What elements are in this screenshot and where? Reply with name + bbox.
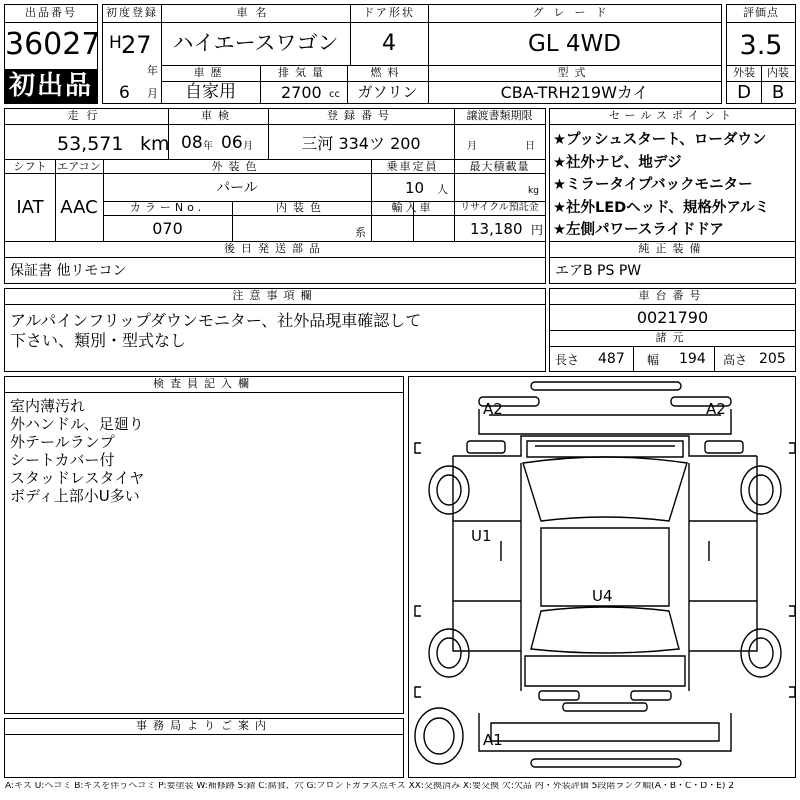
grade-value: GL 4WD bbox=[527, 31, 622, 57]
width-value: 194 bbox=[679, 351, 706, 367]
notes-line: 下さい、類別・型式なし bbox=[10, 331, 187, 350]
inspector-label: 検査員記入欄 bbox=[153, 377, 255, 390]
fuel-value: ガソリン bbox=[357, 83, 418, 101]
damage-diagram-box bbox=[408, 376, 796, 778]
height-label: 高さ bbox=[723, 353, 748, 367]
interior-color-label: 内装色 bbox=[276, 201, 327, 214]
sales-point-item: ★社外ナビ、地デジ bbox=[553, 154, 682, 171]
reg-month: 6 bbox=[119, 83, 130, 103]
inspector-line: ボディ上部小U多い bbox=[10, 487, 140, 505]
grade-label: グレード bbox=[532, 6, 617, 19]
notes-label: 注意事項欄 bbox=[232, 289, 318, 302]
length-value: 487 bbox=[598, 351, 625, 367]
history-value: 自家用 bbox=[185, 82, 236, 102]
inspector-line: シートカバー付 bbox=[10, 451, 115, 469]
inspection-month-unit: 月 bbox=[243, 141, 253, 152]
inspection-year: 08 bbox=[181, 133, 203, 153]
recycle-value: 13,180 bbox=[470, 220, 523, 238]
reg-year: 27 bbox=[121, 31, 152, 59]
equipment-label: 純正装備 bbox=[638, 242, 707, 255]
transfer-label: 譲渡書類期限 bbox=[466, 109, 533, 122]
auction-number-label: 出品番号 bbox=[25, 6, 77, 19]
chassis-label: 車台番号 bbox=[638, 289, 707, 302]
inspection-year-unit: 年 bbox=[203, 141, 213, 152]
mileage-value: 53,571 bbox=[57, 133, 124, 155]
damage-mark: A2 bbox=[706, 400, 726, 418]
sales-points-box bbox=[549, 108, 796, 284]
damage-mark: A2 bbox=[483, 400, 503, 418]
interior-color-unit: 系 bbox=[355, 226, 366, 239]
car-name: ハイエースワゴン bbox=[172, 31, 339, 55]
specs-label: 諸元 bbox=[655, 331, 690, 344]
max-load-unit: kg bbox=[528, 186, 539, 196]
inspector-line: 外テールランプ bbox=[10, 433, 115, 451]
door-label: ドア形状 bbox=[363, 6, 415, 19]
chassis-box bbox=[549, 288, 796, 372]
history-label: 車歴 bbox=[193, 66, 228, 79]
displacement-value: 2700 bbox=[281, 83, 322, 102]
chassis-number: 0021790 bbox=[636, 308, 709, 327]
transfer-month: 月 bbox=[467, 141, 477, 152]
equipment-text: エアB PS PW bbox=[555, 263, 642, 279]
era-letter: H bbox=[109, 33, 122, 53]
car-name-label: 車名 bbox=[236, 6, 275, 19]
damage-mark: U4 bbox=[592, 587, 613, 605]
auction-number-box bbox=[4, 4, 101, 104]
office-label: 事務局よりご案内 bbox=[136, 719, 272, 732]
score-value: 3.5 bbox=[739, 30, 783, 61]
length-label: 長さ bbox=[555, 353, 580, 367]
transfer-day: 日 bbox=[525, 141, 535, 152]
score-label: 評価点 bbox=[743, 6, 779, 19]
capacity-value: 10 bbox=[405, 179, 425, 197]
color-label: 外装色 bbox=[211, 160, 263, 173]
reg-month-unit: 月 bbox=[147, 87, 158, 100]
ac-value: AAC bbox=[60, 197, 98, 218]
width-label: 幅 bbox=[647, 353, 660, 367]
first-reg-label: 初度登録 bbox=[106, 6, 158, 19]
inspection-month: 06 bbox=[221, 133, 243, 153]
interior-grade: B bbox=[771, 82, 785, 103]
mileage-unit: km bbox=[140, 133, 170, 155]
car-diagram bbox=[409, 377, 795, 777]
recycle-label: リサイクル預託金 bbox=[460, 202, 539, 213]
displacement-unit: cc bbox=[329, 89, 340, 100]
inspection-label: 車検 bbox=[201, 109, 235, 122]
inspector-box bbox=[4, 376, 404, 714]
sales-points-label: セールスポイント bbox=[608, 109, 736, 122]
interior-label: 内装 bbox=[767, 66, 789, 79]
reg-year-unit: 年 bbox=[147, 64, 158, 77]
model-label: 型式 bbox=[557, 66, 592, 79]
sales-point-item: ★ミラータイプバックモニター bbox=[553, 177, 753, 193]
capacity-label: 乗車定員 bbox=[386, 160, 439, 173]
import-label: 輸入車 bbox=[391, 201, 434, 214]
notes-text bbox=[10, 311, 421, 351]
model-value: CBA-TRH219Wカイ bbox=[500, 83, 649, 102]
ac-label: エアコン bbox=[57, 160, 101, 173]
sales-point-item: ★社外LEDヘッド、規格外アルミ bbox=[553, 199, 770, 216]
later-parts-label: 後日発送部品 bbox=[224, 242, 326, 255]
color-no-value: 070 bbox=[152, 219, 183, 238]
notes-box bbox=[4, 288, 546, 372]
height-value: 205 bbox=[759, 351, 786, 367]
inspector-line: スタッドレスタイヤ bbox=[10, 469, 145, 487]
first-listing-badge: 初出品 bbox=[5, 69, 97, 103]
inspector-notes bbox=[10, 397, 144, 505]
notes-line: アルパインフリップダウンモニター、社外品現車確認して bbox=[10, 311, 422, 330]
inspector-line: 外ハンドル、足廻り bbox=[10, 415, 144, 433]
later-parts-text: 保証書 他リモコン bbox=[10, 263, 127, 279]
damage-mark: A1 bbox=[483, 731, 503, 749]
sales-points-list bbox=[553, 129, 769, 242]
displacement-label: 排気量 bbox=[278, 66, 329, 79]
color-value: パール bbox=[216, 180, 258, 196]
max-load-label: 最大積載量 bbox=[469, 160, 530, 173]
mileage-label: 走行 bbox=[67, 109, 106, 122]
capacity-unit: 人 bbox=[437, 183, 448, 196]
shift-value: IAT bbox=[16, 197, 44, 218]
fuel-label: 燃料 bbox=[370, 66, 405, 79]
exterior-label: 外装 bbox=[733, 66, 755, 79]
doors-value: 4 bbox=[382, 31, 396, 56]
registration-value: 三河 334ツ 200 bbox=[301, 134, 421, 153]
vehicle-info-grid bbox=[4, 108, 546, 284]
damage-mark: U1 bbox=[471, 527, 492, 545]
legend-footer: A:キズ U:ヘコミ B:キズを伴うヘコミ P:要塗装 W:補修跡 S:錆 C:腐食、穴 G:フロントガラス点キズ XX:交換済み X:要交換 欠:欠品 内・外装評価 5段階ランク順(A・B・C・D・E) 2 bbox=[5, 782, 735, 791]
color-no-label: カラーNo. bbox=[129, 201, 206, 214]
shift-label: シフト bbox=[13, 160, 47, 173]
registration-label: 登録番号 bbox=[327, 109, 395, 122]
exterior-grade: D bbox=[737, 82, 751, 103]
office-box bbox=[4, 718, 404, 778]
header-grid bbox=[102, 4, 722, 104]
recycle-unit: 円 bbox=[531, 223, 544, 237]
auction-number: 36027 bbox=[5, 27, 101, 62]
sales-point-item: ★プッシュスタート、ローダウン bbox=[553, 132, 767, 148]
sales-point-item: ★左側パワースライドドア bbox=[553, 222, 724, 238]
score-box bbox=[726, 4, 796, 104]
inspector-line: 室内薄汚れ bbox=[10, 397, 86, 415]
